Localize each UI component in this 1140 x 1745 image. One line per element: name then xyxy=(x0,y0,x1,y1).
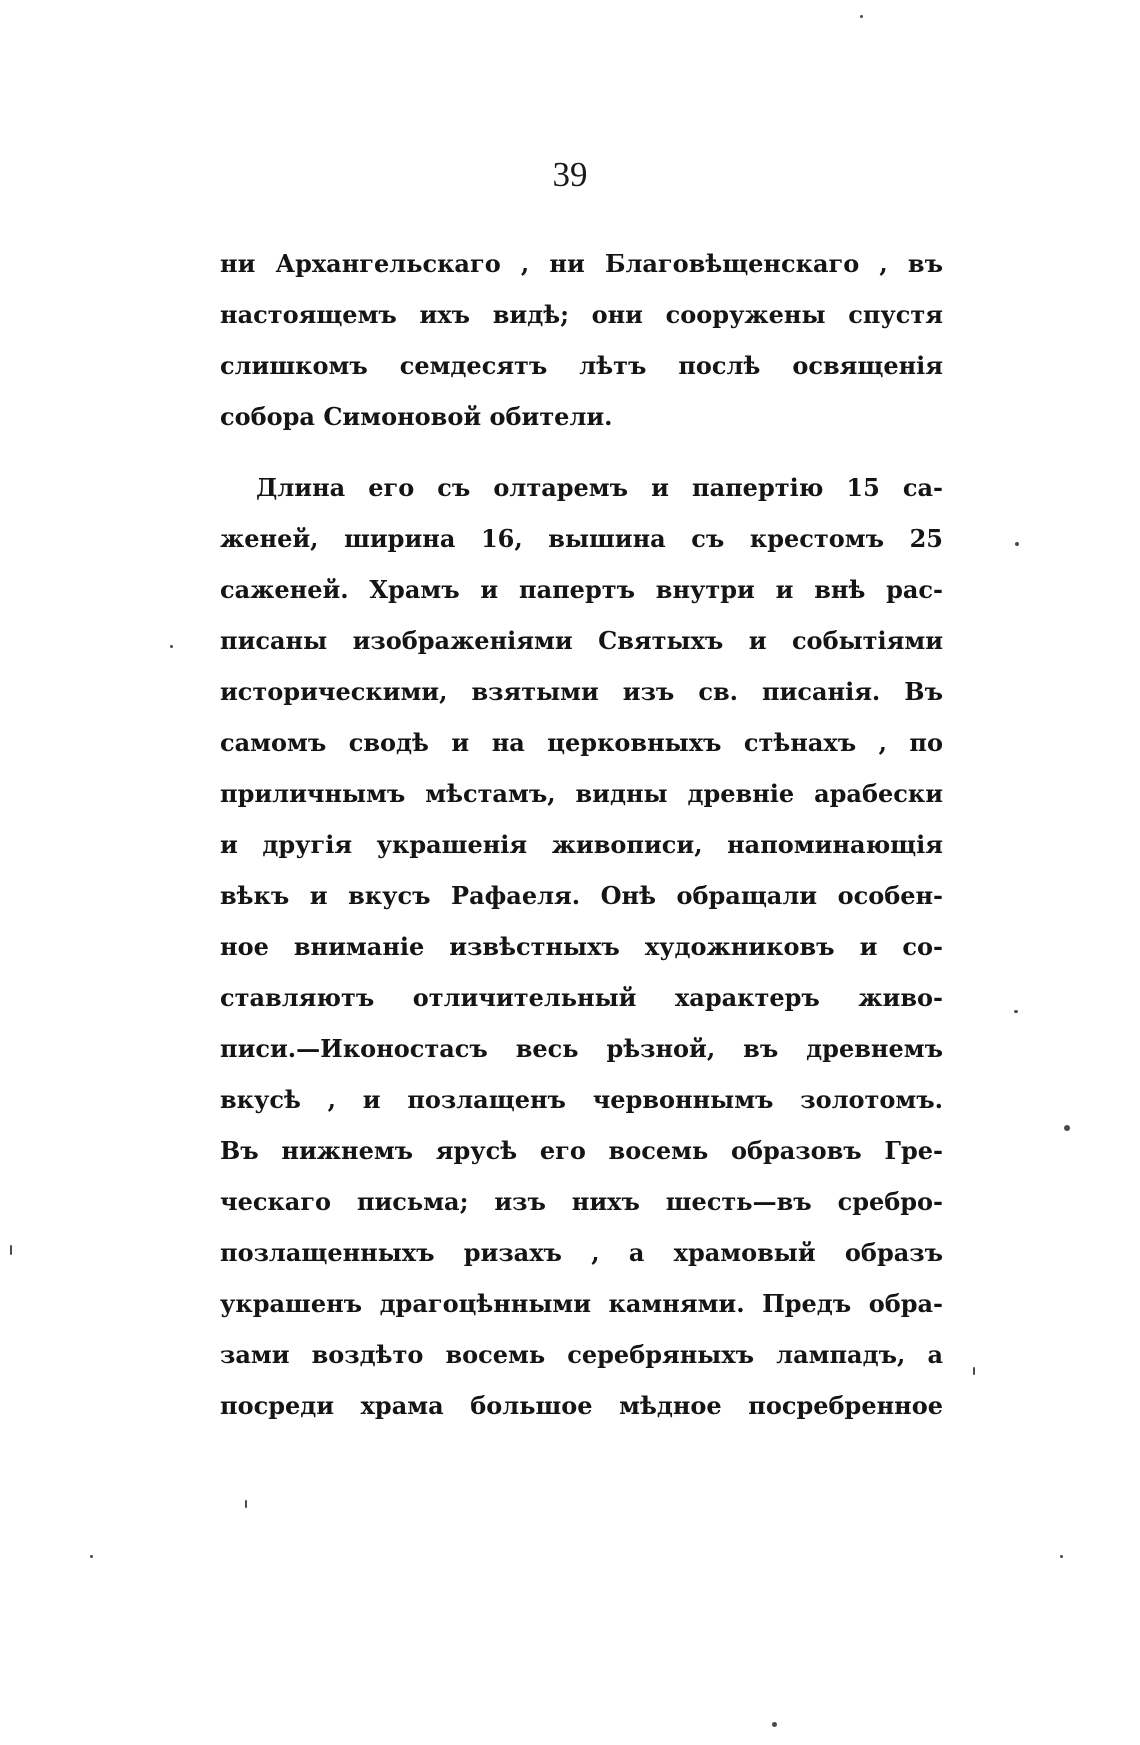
text-line: ни Архангельскаго , ни Благовѣщенскаго , въ xyxy=(220,249,943,278)
page-number: 39 xyxy=(552,155,588,194)
text-line: украшенъ драгоцѣнными камнями. Предъ обра- xyxy=(220,1289,943,1318)
scan-speck xyxy=(1060,1555,1063,1558)
text-line: и другія украшенія живописи, напоминающія xyxy=(220,830,943,859)
text-line: самомъ сводѣ и на церковныхъ стѣнахъ , по xyxy=(220,728,943,757)
text-line: саженей. Храмъ и папертъ внутри и внѣ рас- xyxy=(220,575,943,604)
text-line: посреди храма большое мѣдное посребренное xyxy=(220,1391,943,1420)
scan-speck xyxy=(1015,542,1019,546)
text-line: вѣкъ и вкусъ Рафаеля. Онѣ обращали особен- xyxy=(220,881,943,910)
text-line: приличнымъ мѣстамъ, видны древніе арабески xyxy=(220,779,943,808)
scan-speck xyxy=(10,1245,12,1255)
scan-speck xyxy=(90,1555,93,1558)
text-line: Длина его съ олтаремъ и папертію 15 са- xyxy=(256,473,943,502)
scan-speck xyxy=(1064,1125,1070,1131)
text-line: писи.—Иконостасъ весь рѣзной, въ древнемъ xyxy=(220,1034,943,1063)
scan-speck xyxy=(1014,1010,1018,1013)
text-line: ставляютъ отличительный характеръ живо- xyxy=(220,983,943,1012)
text-line: ное вниманіе извѣстныхъ художниковъ и со- xyxy=(220,932,943,961)
text-line: женей, ширина 16, вышина съ крестомъ 25 xyxy=(220,524,943,553)
text-line: собора Симоновой обители. xyxy=(220,402,613,431)
text-line: Въ нижнемъ ярусѣ его восемь образовъ Гре- xyxy=(220,1136,943,1165)
scan-speck xyxy=(860,15,863,18)
scan-speck xyxy=(772,1722,777,1727)
paragraph-2 xyxy=(220,462,943,1431)
text-line: позлащенныхъ ризахъ , а храмовый образъ xyxy=(220,1238,943,1267)
scan-speck xyxy=(245,1500,247,1508)
text-line: вкусѣ , и позлащенъ червоннымъ золотомъ. xyxy=(220,1085,943,1114)
text-line: настоящемъ ихъ видѣ; они сооружены спустя xyxy=(220,300,943,329)
text-line: историческими, взятыми изъ св. писанія. Въ xyxy=(220,677,943,706)
text-line: писаны изображеніями Святыхъ и событіями xyxy=(220,626,943,655)
text-line: слишкомъ семдесятъ лѣтъ послѣ освященія xyxy=(220,351,943,380)
text-line: ческаго письма; изъ нихъ шесть—въ сребро- xyxy=(220,1187,943,1216)
scan-speck xyxy=(170,645,173,648)
paragraph-1 xyxy=(220,238,943,442)
text-line: зами воздѣто восемь серебряныхъ лампадъ, а xyxy=(220,1340,943,1369)
scan-speck xyxy=(973,1367,975,1375)
